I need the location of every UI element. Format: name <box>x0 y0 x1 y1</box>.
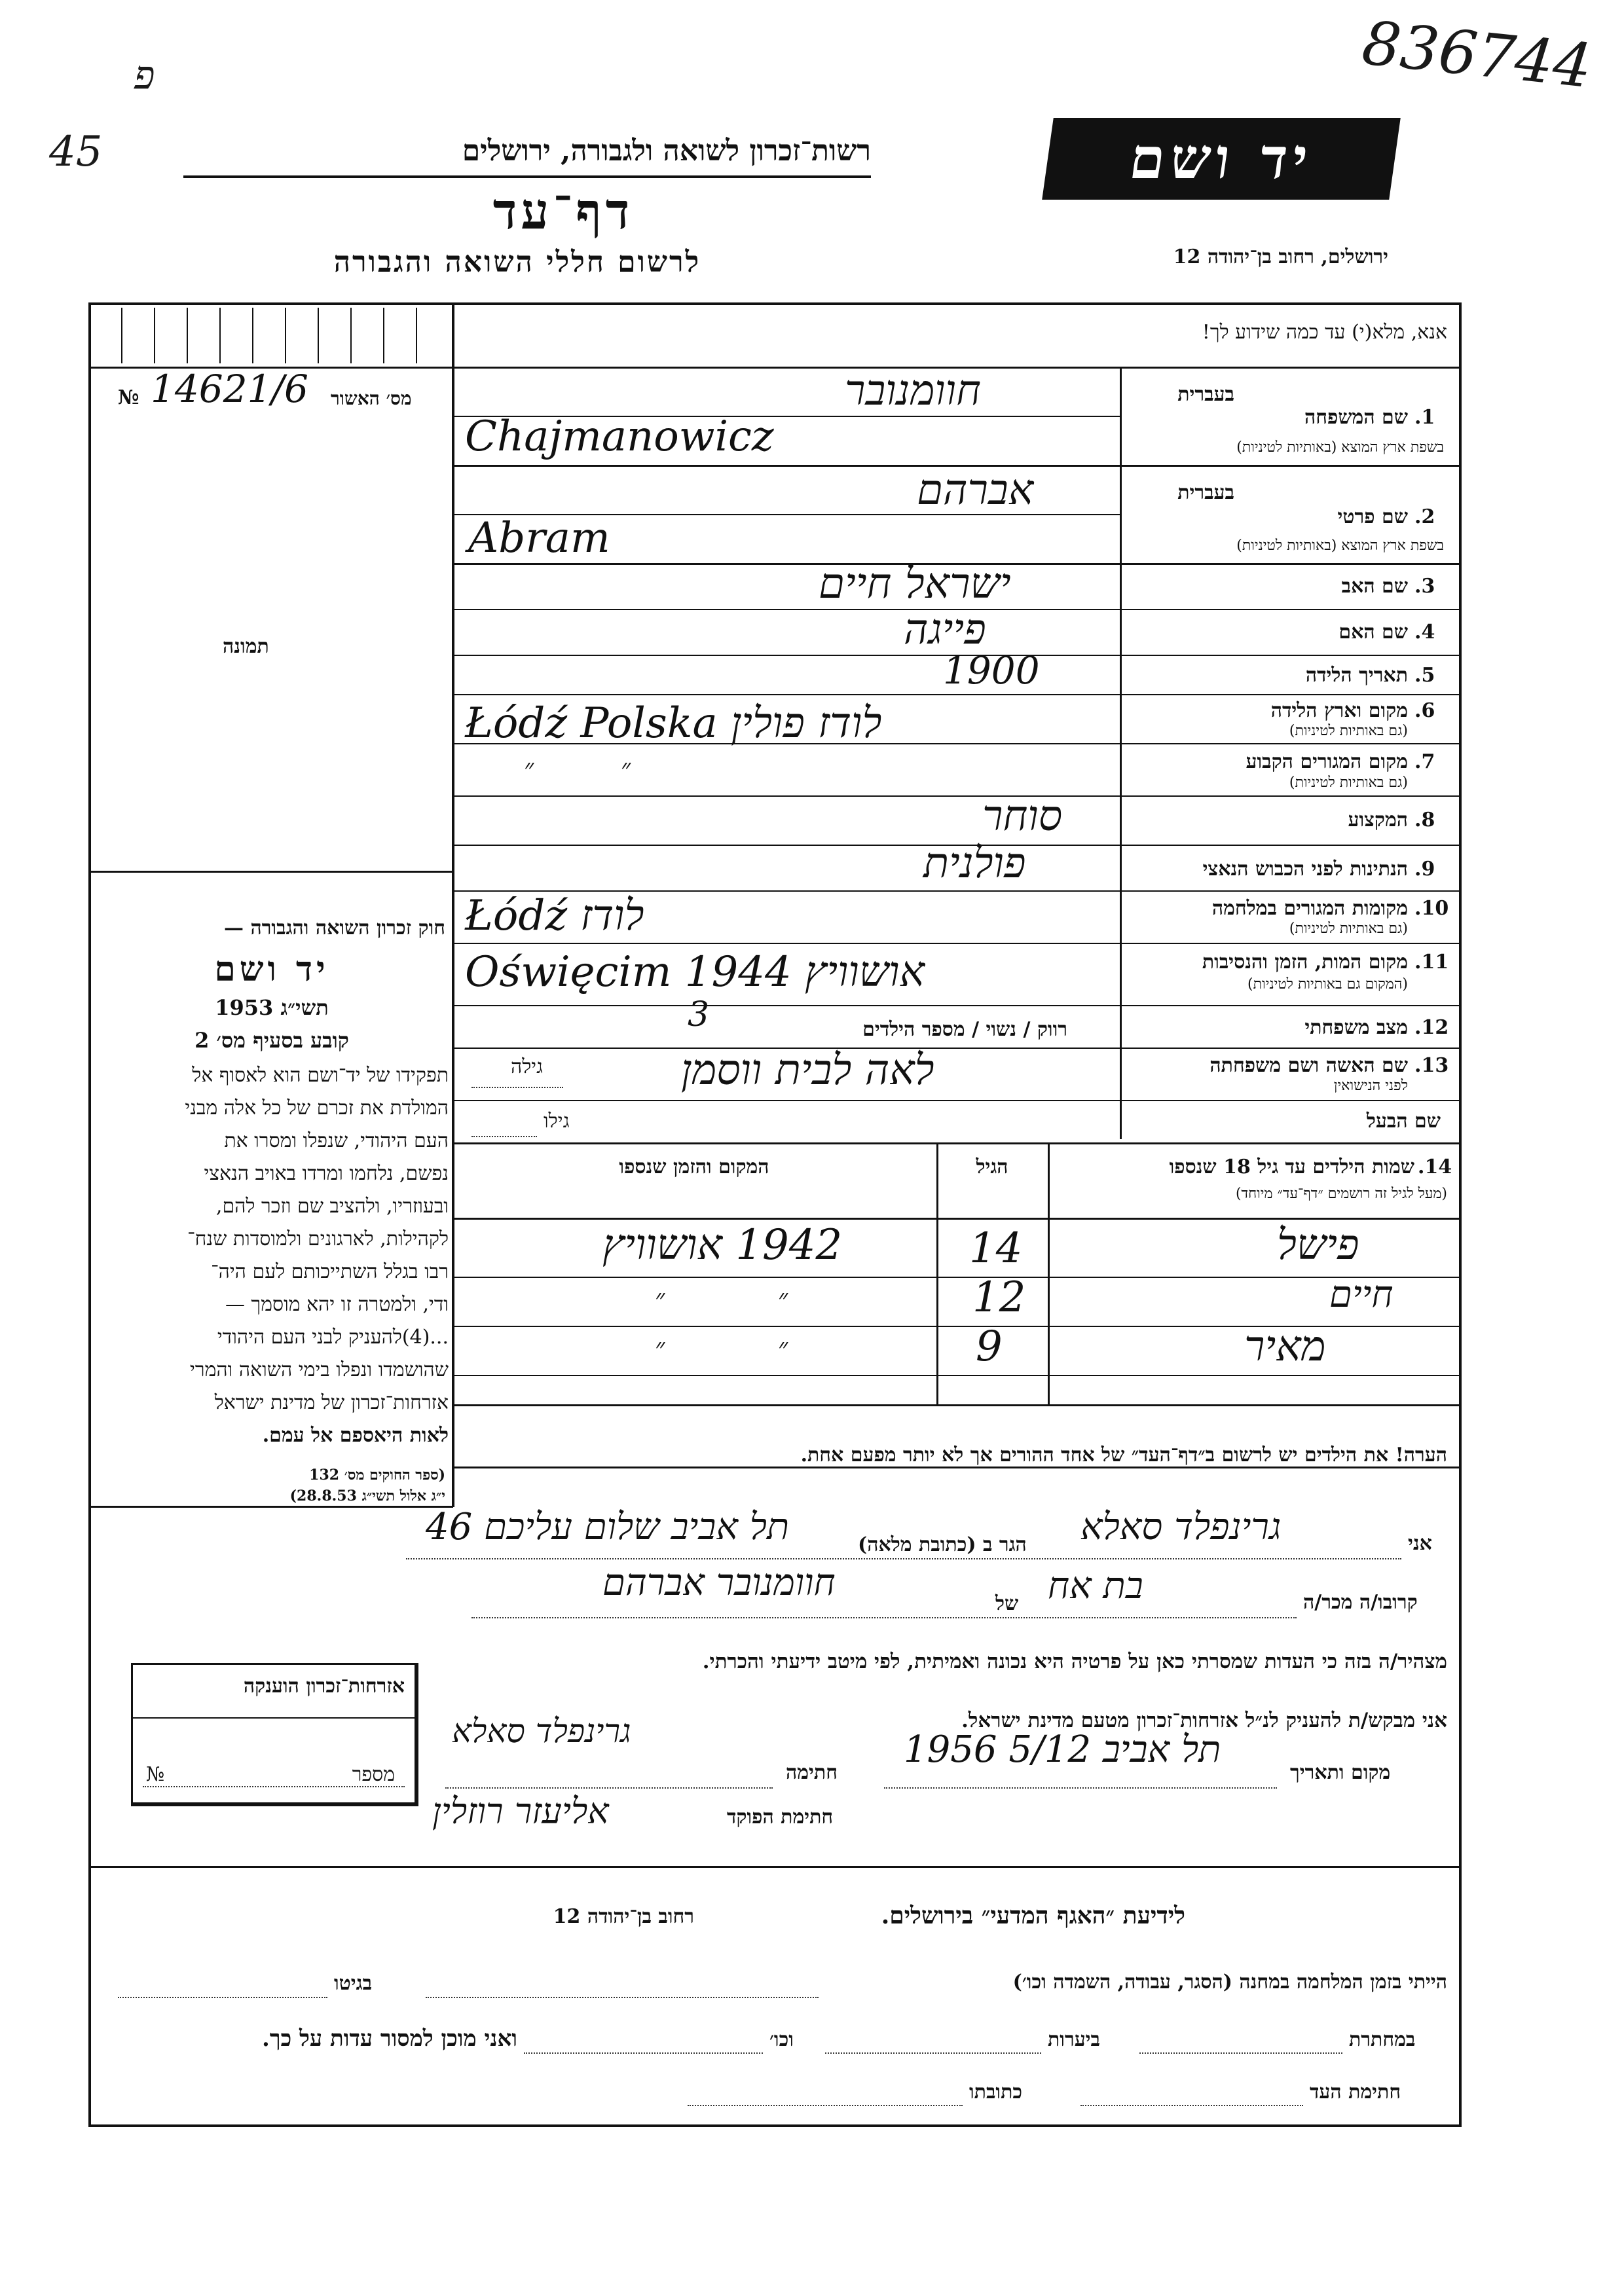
authority-title: רשות־זכרון לשואה ולגבורה, ירושלים <box>462 134 871 168</box>
approval-tick-5 <box>252 308 253 363</box>
citizenship-box-line <box>143 1786 405 1787</box>
footer-address: רחוב בן־יהודה 12 <box>553 1905 694 1928</box>
field-7-label: מקום המגורים הקבוע <box>1246 750 1408 773</box>
field-12-options: רווק / נשוי / מספר הילדים <box>862 1018 1067 1041</box>
footer-ready: ואני מוכן למסור עדות על כך. <box>262 2026 517 2052</box>
signature-label: חתימה <box>786 1761 838 1784</box>
approval-number-prefix: № <box>118 386 139 409</box>
row-sep-11 <box>453 1005 1460 1006</box>
law-line: המולדת את זכרם של כל אלה מבני <box>185 1097 449 1120</box>
address-line <box>688 2105 963 2106</box>
law-ref-2: י״ג אלול תשי״ג 28.8.53) <box>289 1487 445 1504</box>
note-row-bottom <box>453 1467 1460 1468</box>
relation-line <box>471 1617 1297 1618</box>
children-col-age <box>936 1142 938 1404</box>
field-5-num: 5. <box>1414 664 1435 687</box>
footer-address-label: כתובתו <box>969 2081 1023 2104</box>
law-line: לקהילות, לארגונים ולמוסדות שנח־ <box>187 1228 449 1250</box>
citizenship-box <box>131 1663 418 1806</box>
row-sep-13 <box>453 1100 1460 1101</box>
approval-tick-2 <box>154 308 155 363</box>
photo-area-bottom <box>90 871 453 873</box>
declaration-resides-value: תל אביב שלום עליכם 46 <box>426 1506 790 1548</box>
law-clause: קובע בסעיף מס׳ 2 <box>194 1028 349 1053</box>
approval-tick-7 <box>318 308 319 363</box>
label-column-divider <box>1120 367 1122 1139</box>
citizenship-box-number-label: מספר <box>352 1763 395 1786</box>
approval-tick-6 <box>285 308 286 363</box>
frame-right <box>1459 302 1462 2127</box>
field-9-value: פולנית <box>923 839 1026 888</box>
field-11-num: 11. <box>1414 951 1449 974</box>
form-instruction: אנא, מלא(י) עד כמה שידוע לך! <box>1202 321 1447 344</box>
field-7-num: 7. <box>1414 750 1435 773</box>
citizenship-box-divider <box>133 1717 415 1719</box>
citizenship-box-title: אזרחות־זכרון הוענקה <box>243 1675 405 1698</box>
field-10-sub: (גם באותיות לטיניות) <box>1289 920 1408 937</box>
approval-number-label: מס׳ האשור <box>331 388 412 409</box>
row-sep-10 <box>453 943 1460 944</box>
declaration-relation-value: בת אח <box>1048 1565 1143 1607</box>
law-line: אזרחות־זכרון של מדינת ישראל <box>214 1391 449 1414</box>
authority-underline <box>183 175 871 178</box>
footer-ghetto: בגיטו <box>334 1972 373 1995</box>
field-13-num: 13. <box>1414 1054 1449 1077</box>
signature-value: גרינפלד סאלא <box>452 1712 631 1750</box>
declaration-i-label: אני <box>1408 1532 1432 1555</box>
field-1-sub-native: בשפת ארץ המוצא (באותיות לטיניות) <box>1236 439 1444 456</box>
field-1-num: 1. <box>1414 406 1435 429</box>
field-9-label: הנתינות לפני הכבוש הנאצי <box>1202 858 1408 881</box>
ghetto-line <box>118 1997 327 1998</box>
place-date-value: תל אביב 5/12 1956 <box>904 1728 1221 1771</box>
field-5-label: תאריך הלידה <box>1305 664 1408 687</box>
approval-tick-10 <box>416 308 417 363</box>
field-3-num: 3. <box>1414 575 1435 598</box>
declaration-of-value: חוומנובר אברהם <box>602 1561 836 1604</box>
field-10-label: מקומות המגורים במלחמה <box>1211 897 1408 920</box>
law-line: תפקידו של יד־ושם הוא לאסוף אל <box>192 1064 449 1087</box>
wife-age-line <box>471 1087 563 1088</box>
field-2-sub-native: בשפת ארץ המוצא (באותיות לטיניות) <box>1236 538 1444 554</box>
field-12-label: מצב משפחתי <box>1304 1016 1408 1039</box>
field-2-sub-he: בעברית <box>1177 481 1234 504</box>
children-num: 14. <box>1418 1156 1452 1178</box>
annotation-number: 836744 <box>1359 7 1595 102</box>
etc-line <box>524 2052 763 2054</box>
left-col-bottom <box>90 1506 453 1508</box>
field-11-label: מקום המות, הזמן והנסיבות <box>1202 951 1408 974</box>
child-2-name: חיים <box>1329 1273 1393 1316</box>
law-line: שהושמדו ונפלו בימי השואה והמרי <box>189 1358 449 1381</box>
photo-label: תמונה <box>223 635 269 658</box>
child-1-age: 14 <box>969 1224 1023 1273</box>
approval-tick-8 <box>350 308 352 363</box>
resides-line <box>406 1558 1401 1559</box>
field-7-value: ״ ״ <box>524 754 671 784</box>
field-2-num: 2. <box>1414 505 1435 528</box>
law-body <box>98 1064 449 1457</box>
children-note: הערה! את הילדים יש לרשום ב״דף־העד״ של אחד ההורים אך לא יותר מפעם אחת. <box>800 1444 1447 1467</box>
law-name: יד ושם <box>214 949 329 989</box>
children-header-note: (מעל לגיל זה רושמים ״דף־עד״ מיוחד) <box>1235 1186 1447 1202</box>
place-date-label: מקום ותאריך <box>1290 1761 1391 1784</box>
field-11-sub: (המקום גם באותיות לטיניות) <box>1247 976 1408 993</box>
footer-underground: במחתרת <box>1349 2028 1416 2051</box>
field-1-sub-he: בעברית <box>1177 383 1234 406</box>
footer-forests: ביערות <box>1048 2028 1101 2051</box>
declaration-relation-label: קרובו/ה מכר/ה <box>1303 1591 1418 1614</box>
field-1-value-he: חוומנובר <box>845 367 982 415</box>
children-header-age: הגיל <box>976 1156 1008 1178</box>
officer-label: חתימת הפוקד <box>727 1806 834 1829</box>
yad-vashem-logo <box>1042 118 1401 200</box>
children-col-name <box>1048 1142 1050 1404</box>
field-2-value-he: אברהם <box>917 466 1034 515</box>
field-1-label: שם המשפחה <box>1304 406 1408 429</box>
children-row-sep-3 <box>453 1375 1460 1376</box>
row-sep-12 <box>453 1048 1460 1049</box>
law-title: חוק זכרון השואה והגבורה — <box>224 917 445 939</box>
field-12-value: 3 <box>688 995 710 1034</box>
law-ref-1: (ספר החוקים מס׳ 132 <box>309 1467 445 1484</box>
doc-title: דף־עד <box>492 182 634 240</box>
law-line: ודי, ולמטרה זו יהא מוסמך — <box>225 1293 449 1316</box>
child-3-place: ״ ״ <box>655 1333 841 1363</box>
frame-top <box>88 302 1460 305</box>
annotation-45: 45 <box>49 128 103 176</box>
forests-line <box>825 2052 1041 2054</box>
field-7-sub: (גם באותיות לטיניות) <box>1289 774 1408 791</box>
declaration-of-label: של <box>995 1592 1019 1615</box>
header-address: ירושלים, רחוב בן־יהודה 12 <box>1173 246 1388 268</box>
declaration-request: אני מבקש/ת להעניק לנ״ל אזרחות־זכרון מטעם מדינת ישראל. <box>961 1709 1447 1732</box>
footer-etc: וכו׳ <box>769 2028 794 2051</box>
child-3-name: מאיר <box>1244 1322 1326 1371</box>
field-11-value: Oświęcim 1944 אושוויץ <box>465 948 925 996</box>
child-3-age: 9 <box>976 1322 1003 1371</box>
field-5-value: 1900 <box>943 648 1040 693</box>
field-4-value: פייגה <box>904 606 986 654</box>
law-year: תשי״ג 1953 <box>215 995 329 1020</box>
field-10-num: 10. <box>1414 897 1449 920</box>
field-6-num: 6. <box>1414 699 1435 722</box>
footer-witness-signature: חתימת העד <box>1310 2081 1401 2104</box>
approval-tick-9 <box>383 308 384 363</box>
husband-age-line <box>471 1136 537 1137</box>
field-8-num: 8. <box>1414 809 1435 831</box>
law-line: ...(4)להעניק לבני העם היהודי <box>217 1326 449 1349</box>
wife-age-label: גילה <box>511 1055 544 1078</box>
field-3-value: ישראל חיים <box>819 560 1011 608</box>
annotation-pe: פ <box>134 52 155 98</box>
child-1-place: 1942 אושוויץ <box>602 1221 843 1269</box>
field-2-label: שם פרטי <box>1337 505 1408 528</box>
row-sep-14 <box>453 1142 1460 1144</box>
approval-tick-1 <box>121 308 122 363</box>
underground-line <box>1139 2052 1342 2054</box>
field-4-num: 4. <box>1414 621 1435 644</box>
declaration-statement: מצהיר/ה בזה כי העדות שמסרתי כאן על פרטיה היא נכונה ואמיתית, לפי מיטב ידיעתי והכרתי. <box>702 1650 1447 1673</box>
field-2-value-native: Abram <box>468 514 610 562</box>
husband-label: שם הבעל <box>1366 1110 1441 1133</box>
child-2-place: ״ ״ <box>655 1284 841 1314</box>
field-6-sub: (גם באותיות לטיניות) <box>1289 723 1408 739</box>
children-header-name: שמות הילדים עד גיל 18 שנספו <box>1169 1156 1414 1178</box>
camp-line <box>426 1997 819 1998</box>
footer-line-1: הייתי בזמן המלחמה במחנה (הסגר, עבודה, השמדה וכו׳) <box>1012 1971 1447 1994</box>
law-line: נפשם, נלחמו ומרדו באויב הנאצי <box>204 1162 449 1185</box>
declaration-resides-label: הגר ב (כתובת מלאה) <box>858 1533 1027 1556</box>
approval-tick-4 <box>219 308 221 363</box>
children-table-bottom <box>453 1404 1460 1406</box>
approval-number-value: 14621/6 <box>151 367 308 411</box>
row-sep-7 <box>453 795 1460 797</box>
children-header-bottom <box>453 1218 1460 1220</box>
frame-left <box>88 302 91 2127</box>
field-6-value: Łódź Polska לודז פולין <box>465 699 882 748</box>
logo-text: יד ושם <box>1125 126 1318 192</box>
officer-value: אליעזר רוזלין <box>432 1791 609 1832</box>
field-13-label: שם האשה ושם משפחתה <box>1209 1054 1408 1077</box>
field-13-sub: לפני הנישואין <box>1333 1078 1408 1094</box>
children-row-sep-1 <box>453 1277 1460 1278</box>
field-1-value-native: Chajmanowicz <box>465 412 774 461</box>
citizenship-box-number-prefix: № <box>146 1763 165 1786</box>
footer-heading: לידיעת ״האגף המדעי״ בירושלים. <box>881 1902 1185 1929</box>
place-date-line <box>884 1787 1277 1789</box>
children-header-place: המקום והזמן שנספו <box>619 1156 769 1178</box>
field-8-value: סוחר <box>982 792 1063 841</box>
witness-signature-line <box>1080 2105 1303 2106</box>
child-1-name: פישל <box>1277 1221 1359 1269</box>
field-10-value: Łódź לודז <box>465 892 644 940</box>
law-line: ובעוזריו, ולהציב שם וזכר להם, <box>215 1195 449 1218</box>
field-4-label: שם האם <box>1338 621 1408 644</box>
field-3-label: שם האב <box>1341 575 1408 598</box>
field-8-label: המקצוע <box>1348 809 1408 831</box>
law-line: לאות היאספם אל עמם. <box>262 1424 449 1447</box>
field-12-num: 12. <box>1414 1016 1449 1039</box>
footer-separator <box>90 1866 1460 1868</box>
child-2-age: 12 <box>972 1273 1026 1322</box>
frame-bottom <box>88 2124 1460 2127</box>
approval-tick-3 <box>187 308 188 363</box>
law-line: רבו בגלל השתייכותם לעם היה־ <box>211 1260 449 1283</box>
field-9-num: 9. <box>1414 858 1435 881</box>
row-sep-5 <box>453 694 1460 695</box>
doc-subtitle: לרשום חללי השואה והגבורה <box>333 246 701 279</box>
signature-line <box>445 1787 773 1789</box>
husband-age-label: גילו <box>544 1110 570 1133</box>
field-6-label: מקום וארץ הלידה <box>1270 699 1408 722</box>
field-13-value: לאה לבית ווסמן <box>681 1046 934 1095</box>
declaration-i-value: גרינפלד סאלא <box>1080 1506 1282 1548</box>
law-line: העם היהודי, שנפלו ומסרו את <box>224 1129 449 1152</box>
